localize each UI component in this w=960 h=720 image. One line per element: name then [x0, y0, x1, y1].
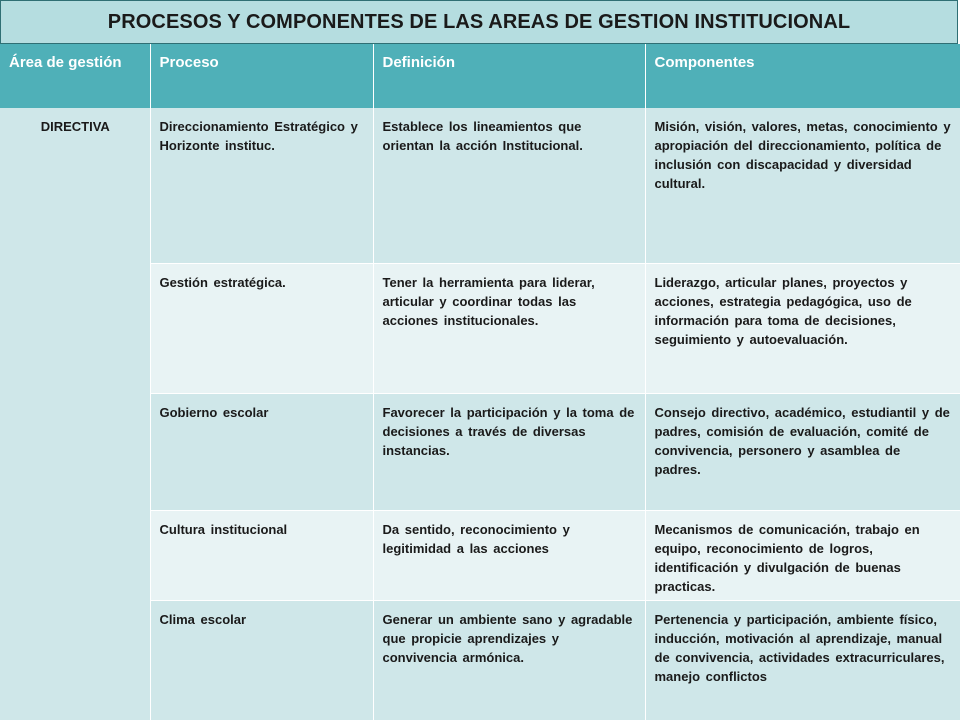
definicion-cell: Generar un ambiente sano y agradable que propicie aprendizajes y convivencia armónica.	[373, 600, 645, 720]
process-table	[0, 44, 960, 720]
proceso-cell: Clima escolar	[150, 600, 373, 720]
header-definicion: Definición	[373, 44, 645, 108]
definicion-cell: Establece los lineamientos que orientan la acción Institucional.	[373, 108, 645, 263]
header-proceso: Proceso	[150, 44, 373, 108]
table-row	[0, 108, 960, 263]
proceso-cell: Gobierno escolar	[150, 393, 373, 510]
page-title: PROCESOS Y COMPONENTES DE LAS AREAS DE GESTION INSTITUCIONAL	[107, 10, 851, 33]
componentes-cell: Misión, visión, valores, metas, conocimiento y apropiación del direccionamiento, política de inclusión con discapacidad y diversidad cultural.	[645, 108, 960, 263]
componentes-cell: Pertenencia y participación, ambiente físico, inducción, motivación al aprendizaje, manual de convivencia, actividades extracurriculares, manejo conflictos	[645, 600, 960, 720]
header-row	[0, 44, 960, 108]
definicion-cell: Favorecer la participación y la toma de decisiones a través de diversas instancias.	[373, 393, 645, 510]
proceso-cell: Cultura institucional	[150, 510, 373, 600]
header-area: Área de gestión	[0, 44, 150, 108]
componentes-cell: Mecanismos de comunicación, trabajo en equipo, reconocimiento de logros, identificación y divulgación de buenas practicas.	[645, 510, 960, 600]
proceso-cell: Gestión estratégica.	[150, 263, 373, 393]
proceso-cell: Direccionamiento Estratégico y Horizonte instituc.	[150, 108, 373, 263]
componentes-cell: Liderazgo, articular planes, proyectos y acciones, estrategia pedagógica, uso de información para toma de decisiones, seguimiento y autoevaluación.	[645, 263, 960, 393]
area-cell: DIRECTIVA	[0, 108, 150, 720]
componentes-cell: Consejo directivo, académico, estudiantil y de padres, comisión de evaluación, comité de convivencia, personero y asamblea de padres.	[645, 393, 960, 510]
title-bar	[0, 0, 958, 44]
header-componentes: Componentes	[645, 44, 960, 108]
definicion-cell: Tener la herramienta para liderar, articular y coordinar todas las acciones institucionales.	[373, 263, 645, 393]
definicion-cell: Da sentido, reconocimiento y legitimidad a las acciones	[373, 510, 645, 600]
